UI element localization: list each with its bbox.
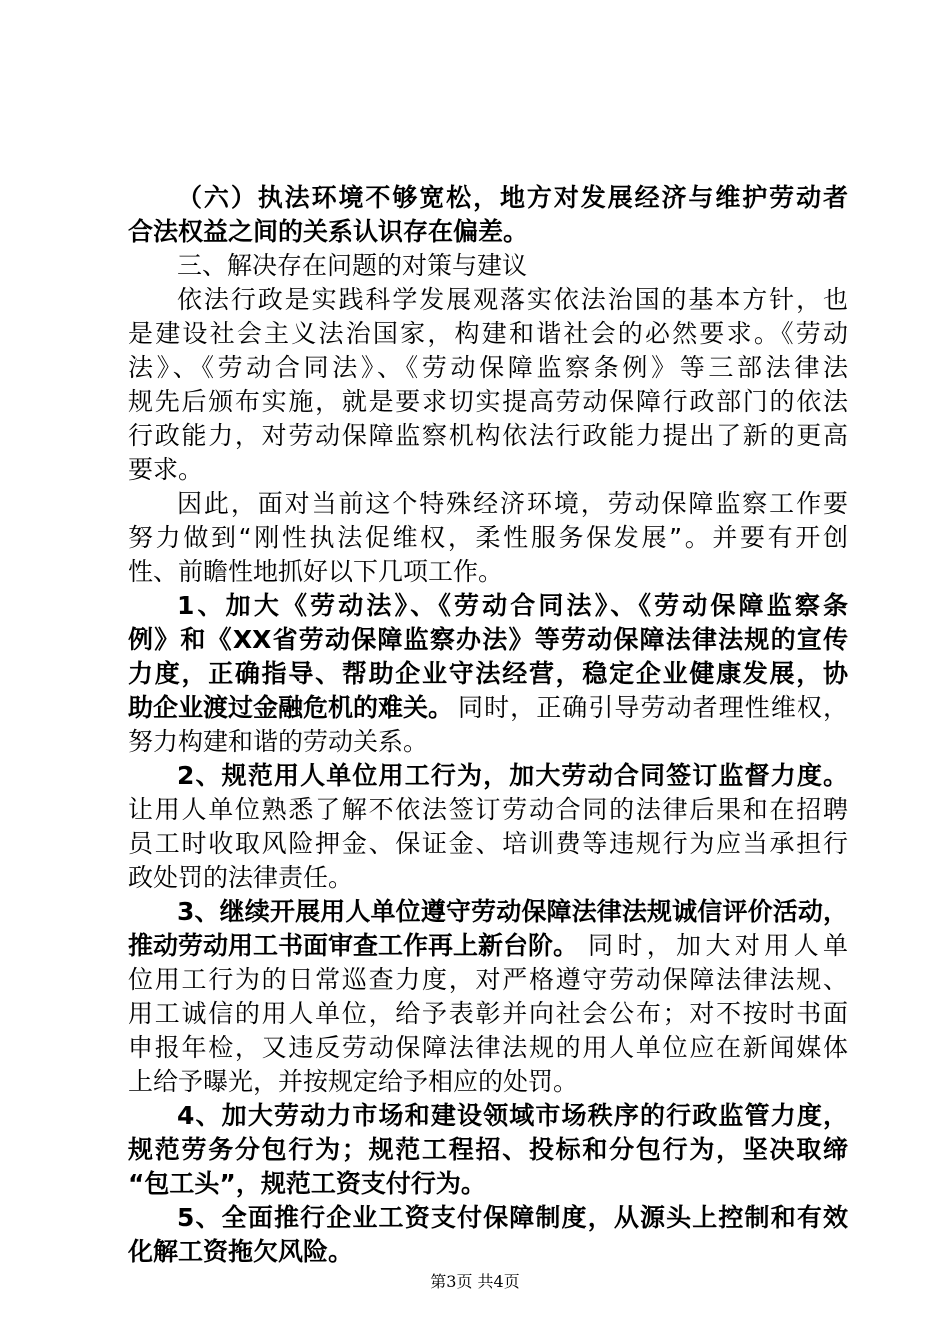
- item-4-line-2: 规范劳务分包行为；规范工程招、投标和分包行为，坚决取缔: [128, 1135, 848, 1164]
- item-1-line-1: 1、加大《劳动法》、《劳动合同法》、《劳动保障监察条: [177, 591, 848, 620]
- item-4-line-3: “包工头”，规范工资支付行为。: [128, 1169, 486, 1198]
- item-2-line-2: 让用人单位熟悉了解不依法签订劳动合同的法律后果和在招聘: [128, 795, 848, 824]
- page-footer: 第3页 共4页: [430, 1272, 520, 1291]
- item-3-line-3: 位用工行为的日常巡查力度，对严格遵守劳动保障法律法规、: [128, 965, 848, 994]
- item-3-line-6: 上给予曝光，并按规定给予相应的处罚。: [128, 1067, 579, 1096]
- para-intro-line-1: 依法行政是实践科学发展观落实依法治国的基本方针，也: [177, 285, 848, 314]
- para-intro-line-4: 规先后颁布实施，就是要求切实提高劳动保障行政部门的依法: [128, 387, 848, 416]
- para-therefore-line-3: 性、前瞻性地抓好以下几项工作。: [128, 557, 504, 586]
- item-5-line-1: 5、全面推行企业工资支付保障制度，从源头上控制和有效: [177, 1203, 848, 1232]
- item-1-line-3: 力度，正确指导、帮助企业守法经营，稳定企业健康发展，协: [128, 659, 848, 688]
- item-2-line-4: 政处罚的法律责任。: [128, 863, 354, 892]
- item-5-line-2: 化解工资拖欠风险。: [128, 1237, 354, 1266]
- para-therefore-line-2: 努力做到“刚性执法促维权，柔性服务保发展”。并要有开创: [128, 523, 848, 552]
- item-4-line-1: 4、加大劳动力市场和建设领域市场秩序的行政监管力度，: [177, 1101, 848, 1130]
- item-3-line-2-rest: 同时，加大对用人单: [588, 931, 848, 960]
- item-2-line-3: 员工时收取风险押金、保证金、培训费等违规行为应当承担行: [128, 829, 848, 858]
- item-3-line-1: 3、继续开展用人单位遵守劳动保障法律法规诚信评价活动，: [177, 897, 848, 926]
- item-3-line-4: 用工诚信的用人单位，给予表彰并向社会公布；对不按时书面: [128, 999, 848, 1028]
- para-6-line-2: 合法权益之间的关系认识存在偏差。: [128, 217, 529, 246]
- para-intro-line-3: 法》、《劳动合同法》、《劳动保障监察条例》等三部法律法: [128, 353, 848, 382]
- item-1-line-5: 努力构建和谐的劳动关系。: [128, 727, 429, 756]
- item-3-line-2-bold: 推动劳动用工书面审查工作再上新台阶。: [128, 931, 579, 960]
- section-heading-3: 三、解决存在问题的对策与建议: [177, 251, 528, 280]
- para-intro-line-5: 行政能力，对劳动保障监察机构依法行政能力提出了新的更高: [128, 421, 848, 450]
- item-1-line-4-rest: 同时，正确引导劳动者理性维权，: [458, 693, 848, 722]
- item-3-line-5: 申报年检，又违反劳动保障法律法规的用人单位应在新闻媒体: [128, 1033, 848, 1062]
- para-6-line-1: （六）执法环境不够宽松，地方对发展经济与维护劳动者: [177, 183, 848, 212]
- para-intro-line-6: 要求。: [128, 455, 204, 484]
- para-therefore-line-1: 因此，面对当前这个特殊经济环境，劳动保障监察工作要: [177, 489, 848, 518]
- item-1-line-2: 例》和《XX省劳动保障监察办法》等劳动保障法律法规的宣传: [128, 625, 848, 654]
- para-intro-line-2: 是建设社会主义法治国家，构建和谐社会的必然要求。《劳动: [128, 319, 848, 348]
- item-2-line-1: 2、规范用人单位用工行为，加大劳动合同签订监督力度。: [177, 761, 848, 790]
- item-1-line-4-bold: 助企业渡过金融危机的难关。: [128, 693, 454, 722]
